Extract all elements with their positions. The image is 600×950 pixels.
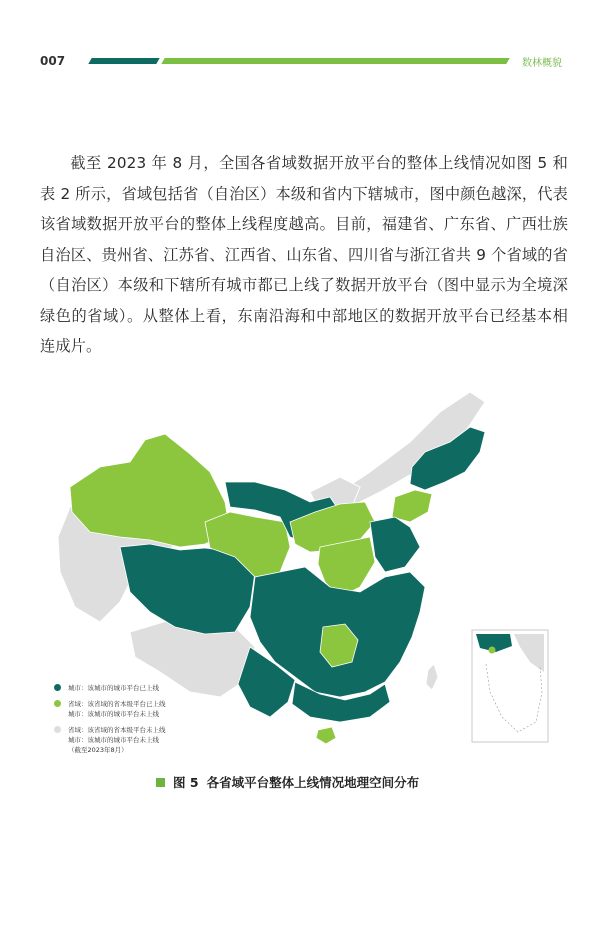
legend-item-gray	[54, 725, 166, 755]
legend-swatch-light	[54, 700, 61, 707]
map-light-region	[392, 490, 432, 522]
legend-text: 城市：该城市的城市平台未上线	[68, 736, 159, 744]
caption-marker	[156, 778, 165, 787]
legend-text: 省域：该省域的省本级平台已上线	[68, 700, 166, 708]
legend-swatch-gray	[54, 726, 61, 733]
map-dark-region	[120, 544, 255, 634]
legend-text: 城市：该城市的城市平台未上线	[68, 710, 159, 718]
caption-number: 图 5	[173, 775, 199, 790]
legend-text: 省域：该省域的省本级平台未上线	[68, 726, 166, 734]
section-label: 数林概貌	[522, 58, 562, 69]
legend-text: 城市：该城市的城市平台已上线	[68, 684, 159, 692]
legend-swatch-dark	[54, 684, 61, 691]
map-legend	[54, 683, 166, 761]
page-number: 007	[40, 54, 66, 68]
legend-item-dark	[54, 683, 166, 693]
page-header	[0, 0, 600, 80]
caption-title: 各省域平台整体上线情况地理空间分布	[206, 775, 420, 790]
legend-text: （截至2023年8月）	[68, 746, 128, 754]
header-bar-light	[161, 58, 509, 64]
map-light-region	[70, 434, 230, 547]
figure-caption	[156, 773, 419, 791]
legend-item-light	[54, 699, 166, 719]
header-bar-dark	[88, 58, 159, 64]
map-light-region	[316, 727, 336, 744]
inset-hainan	[489, 647, 496, 654]
body-paragraph: 截至 2023 年 8 月，全国各省域数据开放平台的整体上线情况如图 5 和表 2 所示，省域包括省（自治区）本级和省内下辖城市，图中颜色越深，代表该省域数据开放平台的整体上线程度越高。目前，福建省、广东省、广西壮族自治区、贵州省、江苏省、江西省、山东省、四川省与浙江省共 9 个省域的省（自治区）本级和下辖所有城市都已上线了数据开放平台（图中显示为全境深绿色的省域）。从整体上看，东南沿海和中部地区的数据开放平台已经基本相连成片。	[40, 154, 568, 355]
map-gray-region	[426, 664, 438, 690]
map-dark-region	[370, 517, 420, 572]
